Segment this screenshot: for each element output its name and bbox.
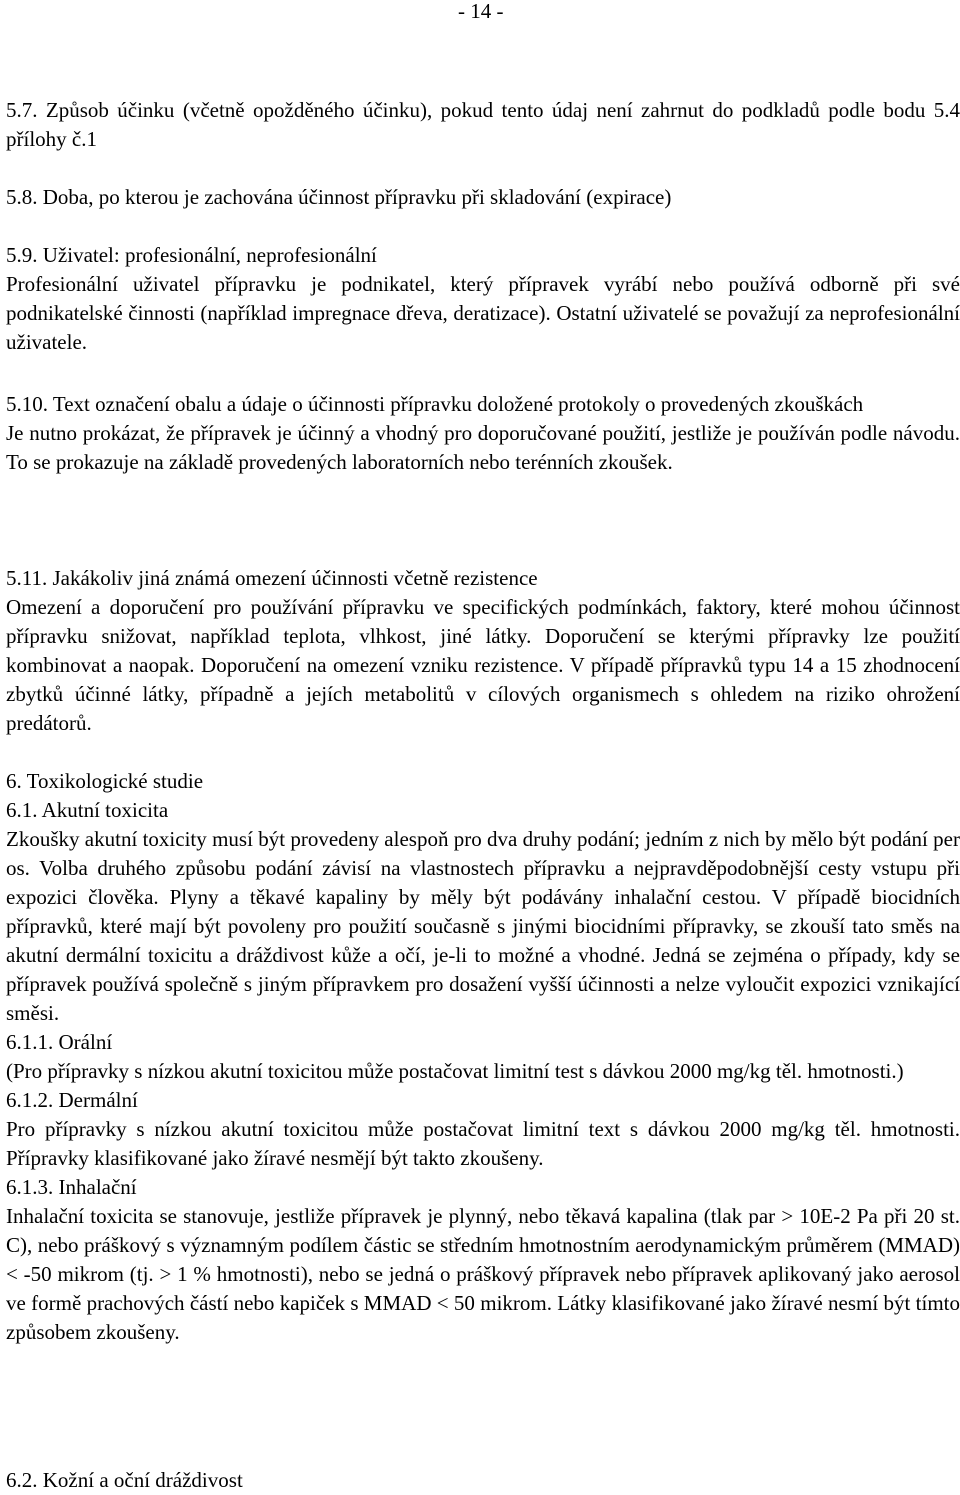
page-number: - 14 -: [458, 0, 504, 23]
section-5-11-body: Omezení a doporučení pro používání přípravku ve specifických podmínkách, faktory, které mohou účinnost přípravku snižovat, například teplota, vlhkost, jiné látky. Doporučení se kterými přípravky lze použití kombinovat a naopak. Doporučení na omezení vzniku rezistence. V případě přípravků typu 14 a 15 zhodnocení zbytků účinné látky, případně a jejích metabolitů v cílových organismech s ohledem na riziko ohrožení predátorů.: [6, 595, 960, 735]
section-5-11-heading: 5.11. Jakákoliv jiná známá omezení účinnosti včetně rezistence: [6, 566, 538, 590]
section-6-1-1-heading: 6.1.1. Orální: [6, 1030, 113, 1054]
section-5-10-heading: 5.10. Text označení obalu a údaje o účinnosti přípravku doložené protokoly o provedených zkouškách: [6, 392, 864, 416]
section-6-1-body: Zkoušky akutní toxicity musí být provedeny alespoň pro dva druhy podání; jedním z nich by mělo být podání per os. Volba druhého způsobu podání závisí na vlastnostech přípravku a nejpravděpodobnější cesty vstupu při expozici člověka. Plyny a těkavé kapaliny by měly být podávány inhalační cestou. V případě biocidních přípravků, které mají být povoleny pro použití současně s jinými biocidními přípravky, se zkouší tato směs na akutní dermální toxicitu a dráždivost kůže a očí, je-li to možné a vhodné. Jedná se zejména o případy, kdy se přípravek používá společně s jiným přípravkem pro dosažení vyšší účinnosti a nelze vyloučit expozici vznikající směsi.: [6, 827, 960, 1025]
section-5-10: [6, 390, 960, 477]
section-5-9-body: Profesionální uživatel přípravku je podnikatel, který přípravek vyrábí nebo používá odborně při své podnikatelské činnosti (například impregnace dřeva, deratizace). Ostatní uživatelé se považují za neprofesionální uživatele.: [6, 272, 960, 354]
section-5-11: [6, 564, 960, 738]
section-5-10-body: Je nutno prokázat, že přípravek je účinný a vhodný pro doporučované použití, jestliže je používán podle návodu. To se prokazuje na základě provedených laboratorních nebo terénních zkoušek.: [6, 421, 960, 474]
section-6-1-2-body: Pro přípravky s nízkou akutní toxicitou může postačovat limitní text s dávkou 2000 mg/kg těl. hmotnosti. Přípravky klasifikované jako žíravé nesmějí být takto zkoušeny.: [6, 1117, 960, 1170]
section-6: [6, 767, 960, 1347]
section-5-7-text: 5.7. Způsob účinku (včetně opožděného účinku), pokud tento údaj není zahrnut do podkladů podle bodu 5.4 přílohy č.1: [6, 98, 960, 151]
section-6-heading: 6. Toxikologické studie: [6, 769, 204, 793]
section-6-1-1-body: (Pro přípravky s nízkou akutní toxicitou může postačovat limitní test s dávkou 2000 mg/kg těl. hmotnosti.): [6, 1059, 904, 1083]
section-6-1-3-body: Inhalační toxicita se stanovuje, jestliže přípravek je plynný, nebo těkavá kapalina (tlak par > 10E-2 Pa při 20 st. C), nebo práškový s významným podílem částic se středním hmotnostním aerodynamickým průměrem (MMAD) < -50 mikrom (tj. > 1 % hmotnosti), nebo se jedná o práškový přípravek nebo přípravek aplikovaný jako aerosol ve formě prachových částí nebo kapiček s MMAD < 50 mikrom. Látky klasifikované jako žíravé nesmí být tímto způsobem zkoušeny.: [6, 1204, 960, 1344]
section-6-2-heading: 6.2. Kožní a oční dráždivost: [6, 1468, 243, 1492]
section-5-8: [6, 183, 960, 212]
section-5-9-heading: 5.9. Uživatel: profesionální, neprofesionální: [6, 243, 377, 267]
section-6-1-2-heading: 6.1.2. Dermální: [6, 1088, 138, 1112]
section-6-1-heading: 6.1. Akutní toxicita: [6, 798, 169, 822]
section-5-8-text: 5.8. Doba, po kterou je zachována účinnost přípravku při skladování (expirace): [6, 185, 672, 209]
section-6-1-3-heading: 6.1.3. Inhalační: [6, 1175, 137, 1199]
section-5-7: [6, 96, 960, 154]
section-5-9: [6, 241, 960, 357]
